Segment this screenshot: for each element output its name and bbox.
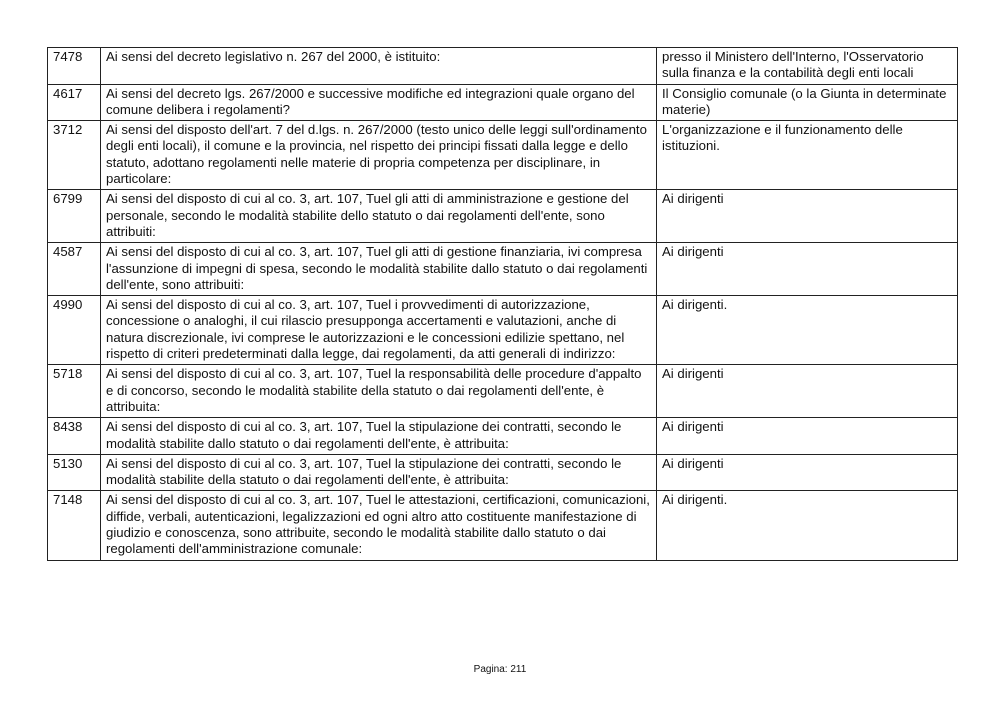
question-text: Ai sensi del disposto di cui al co. 3, art. 107, Tuel gli atti di gestione finanziaria, ivi compresa l'assunzione di impegni di spesa, secondo le modalità stabilite dallo statuto o dai regolamenti dell'ente, sono attribuiti: bbox=[101, 243, 657, 296]
question-text: Ai sensi del decreto lgs. 267/2000 e successive modifiche ed integrazioni quale organo del comune delibera i regolamenti? bbox=[101, 84, 657, 121]
table-row bbox=[48, 190, 958, 243]
answer-text: Ai dirigenti. bbox=[657, 491, 958, 560]
question-id: 4990 bbox=[48, 296, 101, 365]
answer-text: Ai dirigenti. bbox=[657, 296, 958, 365]
answer-text: Ai dirigenti bbox=[657, 365, 958, 418]
question-text: Ai sensi del disposto dell'art. 7 del d.lgs. n. 267/2000 (testo unico delle leggi sull'ordinamento degli enti locali), il comune e la provincia, nel rispetto dei principi fissati dalla legge e dello statuto, adottano regolamenti nelle materie di propria competenza per disciplinare, in particolare: bbox=[101, 121, 657, 190]
question-text: Ai sensi del disposto di cui al co. 3, art. 107, Tuel la responsabilità delle procedure d'appalto e di concorso, secondo le modalità stabilite della statuto o dai regolamenti dell'ente, è attribuita: bbox=[101, 365, 657, 418]
table-row bbox=[48, 121, 958, 190]
questions-table bbox=[47, 47, 958, 561]
answer-text: Ai dirigenti bbox=[657, 190, 958, 243]
answer-text: Ai dirigenti bbox=[657, 454, 958, 491]
question-id: 5718 bbox=[48, 365, 101, 418]
table-row bbox=[48, 48, 958, 85]
answer-text: presso il Ministero dell'Interno, l'Osservatorio sulla finanza e la contabilità degli enti locali bbox=[657, 48, 958, 85]
question-id: 7478 bbox=[48, 48, 101, 85]
question-text: Ai sensi del disposto di cui al co. 3, art. 107, Tuel le attestazioni, certificazioni, comunicazioni, diffide, verbali, autenticazioni, legalizzazioni ed ogni altro atto costituente manifestazione di giudizio e conoscenza, sono attribuite, secondo le modalità stabilite dallo statuto o dai regolamenti dell'amministrazione comunale: bbox=[101, 491, 657, 560]
table-row bbox=[48, 84, 958, 121]
question-id: 6799 bbox=[48, 190, 101, 243]
question-text: Ai sensi del decreto legislativo n. 267 del 2000, è istituito: bbox=[101, 48, 657, 85]
table-row bbox=[48, 418, 958, 455]
table-row bbox=[48, 296, 958, 365]
page-number: Pagina: 211 bbox=[473, 664, 527, 675]
answer-text: L'organizzazione e il funzionamento delle istituzioni. bbox=[657, 121, 958, 190]
question-text: Ai sensi del disposto di cui al co. 3, art. 107, Tuel la stipulazione dei contratti, secondo le modalità stabilite della statuto o dai regolamenti dell'ente, è attribuita: bbox=[101, 454, 657, 491]
question-text: Ai sensi del disposto di cui al co. 3, art. 107, Tuel gli atti di amministrazione e gestione del personale, secondo le modalità stabilite dello statuto o dai regolamenti dell'ente, sono attribuiti: bbox=[101, 190, 657, 243]
question-id: 5130 bbox=[48, 454, 101, 491]
question-id: 4617 bbox=[48, 84, 101, 121]
question-text: Ai sensi del disposto di cui al co. 3, art. 107, Tuel la stipulazione dei contratti, secondo le modalità stabilite dallo statuto o dai regolamenti dell'ente, è attribuita: bbox=[101, 418, 657, 455]
question-id: 7148 bbox=[48, 491, 101, 560]
table-row bbox=[48, 243, 958, 296]
question-id: 8438 bbox=[48, 418, 101, 455]
table-row bbox=[48, 454, 958, 491]
answer-text: Ai dirigenti bbox=[657, 418, 958, 455]
question-id: 3712 bbox=[48, 121, 101, 190]
question-text: Ai sensi del disposto di cui al co. 3, art. 107, Tuel i provvedimenti di autorizzazione, concessione o analoghi, il cui rilascio presupponga accertamenti e valutazioni, anche di natura discrezionale, ivi comprese le autorizzazioni e le concessioni edilizie spettano, nel rispetto di criteri predeterminati dalla legge, dai regolamenti, da atti generali di indirizzo: bbox=[101, 296, 657, 365]
question-id: 4587 bbox=[48, 243, 101, 296]
table-row bbox=[48, 491, 958, 560]
answer-text: Ai dirigenti bbox=[657, 243, 958, 296]
table-row bbox=[48, 365, 958, 418]
answer-text: Il Consiglio comunale (o la Giunta in determinate materie) bbox=[657, 84, 958, 121]
